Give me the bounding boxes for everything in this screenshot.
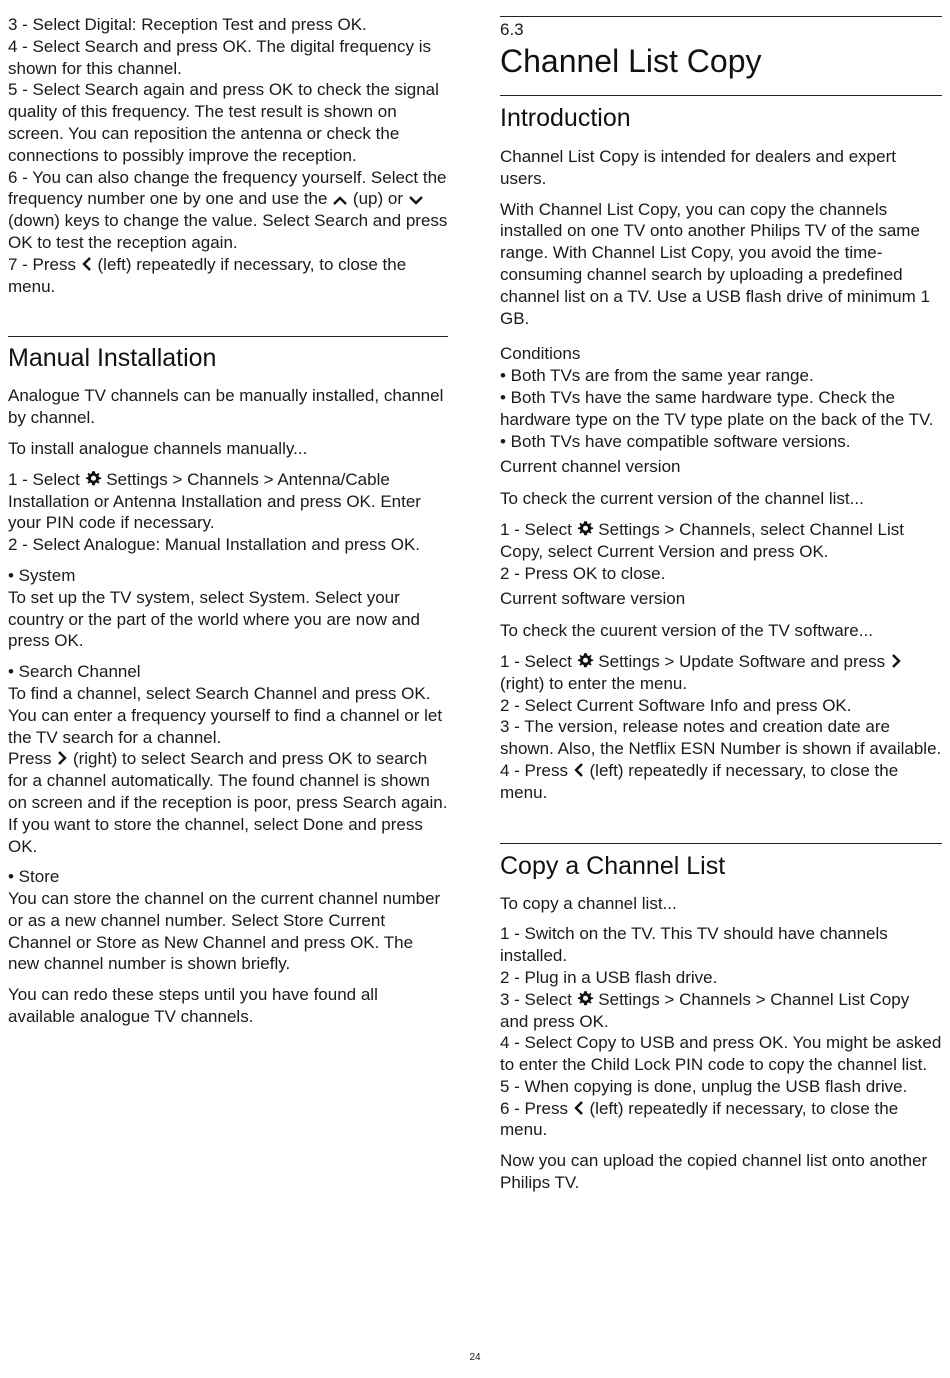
copy-step-2: 2 - Plug in a USB flash drive. [500,967,718,987]
manual-lead: To install analogue channels manually... [8,438,308,458]
store-text: You can store the channel on the current channel number or as a new channel number. Select Store Current Channel or Store as New Channel and press OK. The new channel number is shown briefly. [8,889,441,974]
ccv-step-2: 2 - Press OK to close. [500,563,666,583]
copy-lead: To copy a channel list... [500,893,677,913]
section-divider [8,336,448,337]
gear-icon [577,990,594,1007]
step-7: 7 - Press (left) repeatedly if necessary, to close the menu. [8,254,407,296]
manual-step-2: 2 - Select Analogue: Manual Installation and press OK. [8,535,421,555]
ccv-lead: To check the current version of the channel list... [500,489,864,509]
section-title-manual-installation: Manual Installation [8,344,217,373]
condition-2: • Both TVs have the same hardware type. Check the hardware type on the TV type plate on the back of the TV. [500,387,934,429]
csv-step-4: 4 - Press (left) repeatedly if necessary, to close the menu. [500,760,899,802]
chevron-right-icon [56,750,68,766]
search-channel-text-2: Press (right) to select Search and press OK to search for a channel automatically. The found channel is shown on screen and if the reception is poor, press Search again. If you want to store the channel, select Done and press OK. [8,749,448,856]
ccv-step-1: 1 - Select Settings > Channels, select Channel List Copy, select Current Version and press OK. [500,519,904,561]
csv-lead: To check the cuurent version of the TV software... [500,621,873,641]
step-5: 5 - Select Search again and press OK to check the signal quality of this frequency. The test result is shown on screen. You can reposition the antenna or check the connections to possibly improve the reception. [8,80,439,165]
condition-1: • Both TVs are from the same year range. [500,366,814,386]
right-column [500,14,942,1203]
gear-icon [577,652,594,669]
store-title: • Store [8,867,60,887]
intro-p2: With Channel List Copy, you can copy the channels installed on one TV onto another Philips TV of the same range. With Channel List Copy, you avoid the time-consuming channel search by uploading a predefined channel list on a TV. Use a USB flash drive of minimum 1 GB. [500,199,930,328]
chevron-left-icon [573,1100,585,1116]
section-title-copy-channel-list: Copy a Channel List [500,851,726,880]
page-title: Channel List Copy [500,43,762,79]
page-number: 24 [469,1352,481,1363]
intro-p1: Channel List Copy is intended for dealers and expert users. [500,147,896,188]
chevron-up-icon [332,194,348,206]
section-divider [500,843,942,844]
conditions-title: Conditions [500,344,581,364]
manual-intro: Analogue TV channels can be manually installed, channel by channel. [8,386,444,428]
redo-text: You can redo these steps until you have found all available analogue TV channels. [8,985,378,1027]
csv-step-3: 3 - The version, release notes and creation date are shown. Also, the Netflix ESN Number is shown if available. [500,717,942,759]
system-title: • System [8,565,76,585]
section-number: 6.3 [500,20,524,39]
copy-end: Now you can upload the copied channel list onto another Philips TV. [500,1151,928,1193]
condition-3: • Both TVs have compatible software versions. [500,431,851,451]
current-software-version-title: Current software version [500,589,686,609]
chevron-down-icon [408,194,424,206]
current-channel-version-title: Current channel version [500,457,681,477]
step-4: 4 - Select Search and press OK. The digital frequency is shown for this channel. [8,36,432,78]
system-text: To set up the TV system, select System. Select your country or the part of the world where you are now and press OK. [8,587,421,651]
copy-step-1: 1 - Switch on the TV. This TV should have channels installed. [500,924,888,966]
chevron-left-icon [81,256,93,272]
chevron-left-icon [573,762,585,778]
csv-step-2: 2 - Select Current Software Info and press OK. [500,695,852,715]
section-title-introduction: Introduction [500,104,631,132]
csv-step-1: 1 - Select Settings > Update Software and press (right) to enter the menu. [500,651,942,695]
copy-step-6: 6 - Press (left) repeatedly if necessary, to close the menu. [500,1098,899,1140]
search-channel-title: • Search Channel [8,662,141,682]
chevron-right-icon [890,653,902,669]
section-divider [500,95,942,96]
copy-step-3: 3 - Select Settings > Channels > Channel List Copy and press OK. [500,989,910,1031]
search-channel-text: To find a channel, select Search Channel and press OK. You can enter a frequency yourself to find a channel or let the TV search for a channel. [8,683,443,747]
step-6: 6 - You can also change the frequency yourself. Select the frequency number one by one and use the (up) or (down) keys to change the value. Select Search and press OK to test the reception again. [8,167,448,252]
left-column [8,14,448,1037]
chapter-divider [500,16,942,17]
manual-step-1: 1 - Select Settings > Channels > Antenna/Cable Installation or Antenna Installation and press OK. Enter your PIN code if necessary. [8,469,421,533]
copy-step-4: 4 - Select Copy to USB and press OK. You might be asked to enter the Child Lock PIN code to copy the channel list. [500,1033,942,1075]
gear-icon [85,470,102,487]
step-3: 3 - Select Digital: Reception Test and press OK. [8,15,367,34]
gear-icon [577,520,594,537]
copy-step-5: 5 - When copying is done, unplug the USB flash drive. [500,1076,908,1096]
